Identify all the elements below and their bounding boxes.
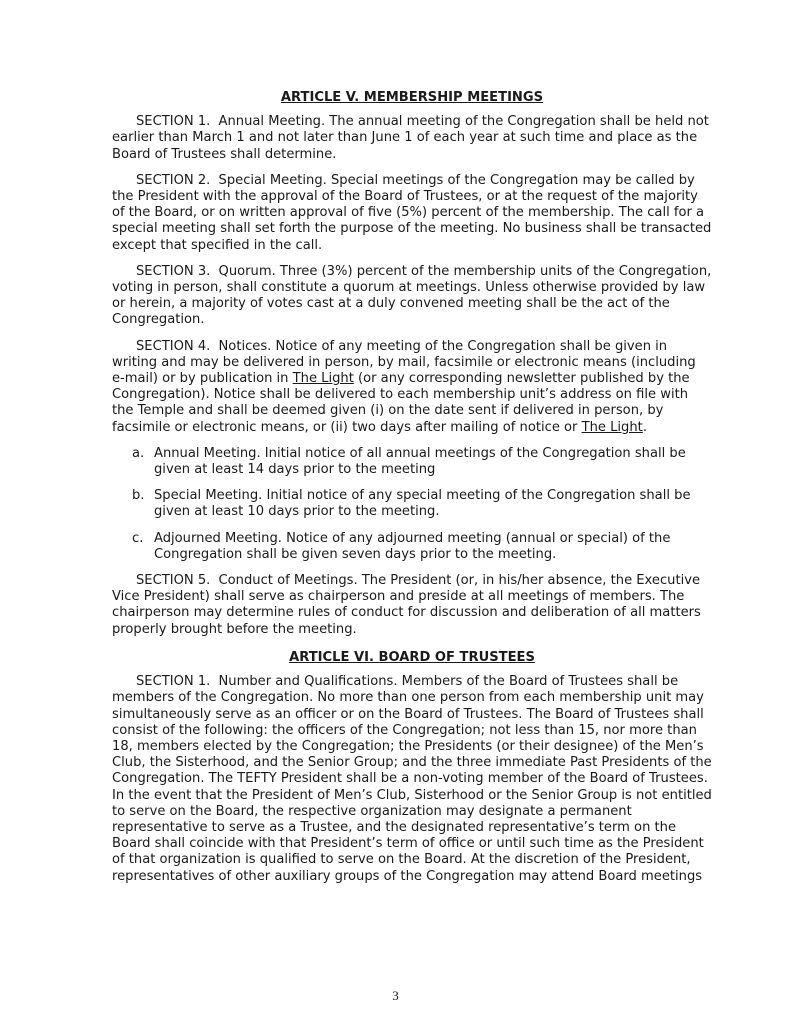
list-item-text: Adjourned Meeting. Notice of any adjourned meeting (annual or special) of the Congregation shall be given seven days prior to the meeting.	[154, 530, 671, 562]
article-v-section-4	[112, 339, 712, 436]
article-vi-section-1	[112, 674, 712, 885]
section-text: Special Meeting. Special meetings of the Congregation may be called by the President with the approval of the Board of Trustees, or at the request of the majority of the Board, or on written approval of five (5%) percent of the membership. The call for a special meeting shall set forth the purpose of the meeting. No business shall be transacted except that specified in the call.	[112, 172, 712, 253]
list-marker: c.	[132, 530, 144, 546]
section-text: Number and Qualifications. Members of the Board of Trustees shall be members of the Congregation. No more than one person from each membership unit may simultaneously serve as an officer or on the Board of Trustees. The Board of Trustees shall consist of the following: the officers of the Congregation; not less than 15, nor more than 18, members elected by the Congregation; the Presidents (or their designee) of the Men’s Club, the Sisterhood, and the Senior Group; and the three immediate Past Presidents of the Congregation. The TEFTY President shall be a non-voting member of the Board of Trustees. In the event that the President of Men’s Club, Sisterhood or the Senior Group is not entitled to serve on the Board, the respective organization may designate a permanent representative to serve as a Trustee, and the designated representative’s term on the Board shall coincide with that President’s term of office or until such time as the President of that organization is qualified to serve on the Board. At the discretion of the President, representatives of other auxiliary groups of the Congregation may attend Board meetings	[112, 674, 712, 884]
list-marker: a.	[132, 445, 145, 461]
article-v-section-3	[112, 264, 712, 329]
article-v-section-2	[112, 173, 712, 254]
section-text: Notices. Notice of any meeting of the Congregation shall be given in writing and may be delivered in person, by mail, facsimile or electronic means (including e-mail) or by publication in	[112, 338, 696, 387]
newsletter-title: The Light	[581, 419, 643, 435]
section-label: SECTION 1.	[136, 674, 211, 690]
article-vi-heading: ARTICLE VI. BOARD OF TRUSTEES	[289, 649, 535, 665]
list-marker: b.	[132, 488, 145, 504]
article-v-heading: ARTICLE V. MEMBERSHIP MEETINGS	[280, 90, 544, 105]
notice-list	[112, 446, 712, 563]
section-text: .	[642, 419, 647, 435]
section-label: SECTION 1.	[136, 114, 211, 130]
section-label: SECTION 4.	[136, 338, 211, 354]
section-label: SECTION 5.	[136, 573, 211, 589]
list-item	[112, 488, 712, 520]
section-text: (or any corresponding newsletter published by the Congregation). Notice shall be delivered to each membership unit’s address on file with the Temple and shall be deemed given (i) on the date sent if delivered in person, by facsimile or electronic means, or (ii) two days after mailing of notice or	[112, 371, 690, 435]
section-label: SECTION 3.	[136, 263, 211, 279]
list-item-text: Special Meeting. Initial notice of any special meeting of the Congregation shall be given at least 10 days prior to the meeting.	[154, 488, 691, 520]
article-v-section-5	[112, 573, 712, 638]
section-text: Conduct of Meetings. The President (or, in his/her absence, the Executive Vice President) shall serve as chairperson and preside at all meetings of members. The chairperson may determine rules of conduct for discussion and deliberation of all matters properly brought before the meeting.	[112, 573, 701, 637]
document-page	[112, 90, 712, 895]
newsletter-title: The Light	[292, 371, 354, 387]
section-label: SECTION 2.	[136, 172, 211, 188]
list-item-text: Annual Meeting. Initial notice of all annual meetings of the Congregation shall be given at least 14 days prior to the meeting	[154, 445, 686, 478]
list-item	[112, 531, 712, 563]
list-item	[112, 446, 712, 478]
section-text: Annual Meeting. The annual meeting of the Congregation shall be held not earlier than March 1 and not later than June 1 of each year at such time and place as the Board of Trustees shall determine.	[112, 114, 709, 162]
section-text: Quorum. Three (3%) percent of the membership units of the Congregation, voting in person, shall constitute a quorum at meetings. Unless otherwise provided by law or herein, a majority of votes cast at a duly convened meeting shall be the act of the Congregation.	[112, 263, 712, 328]
page-number: 3	[392, 988, 399, 1003]
article-v-section-1	[112, 114, 712, 163]
